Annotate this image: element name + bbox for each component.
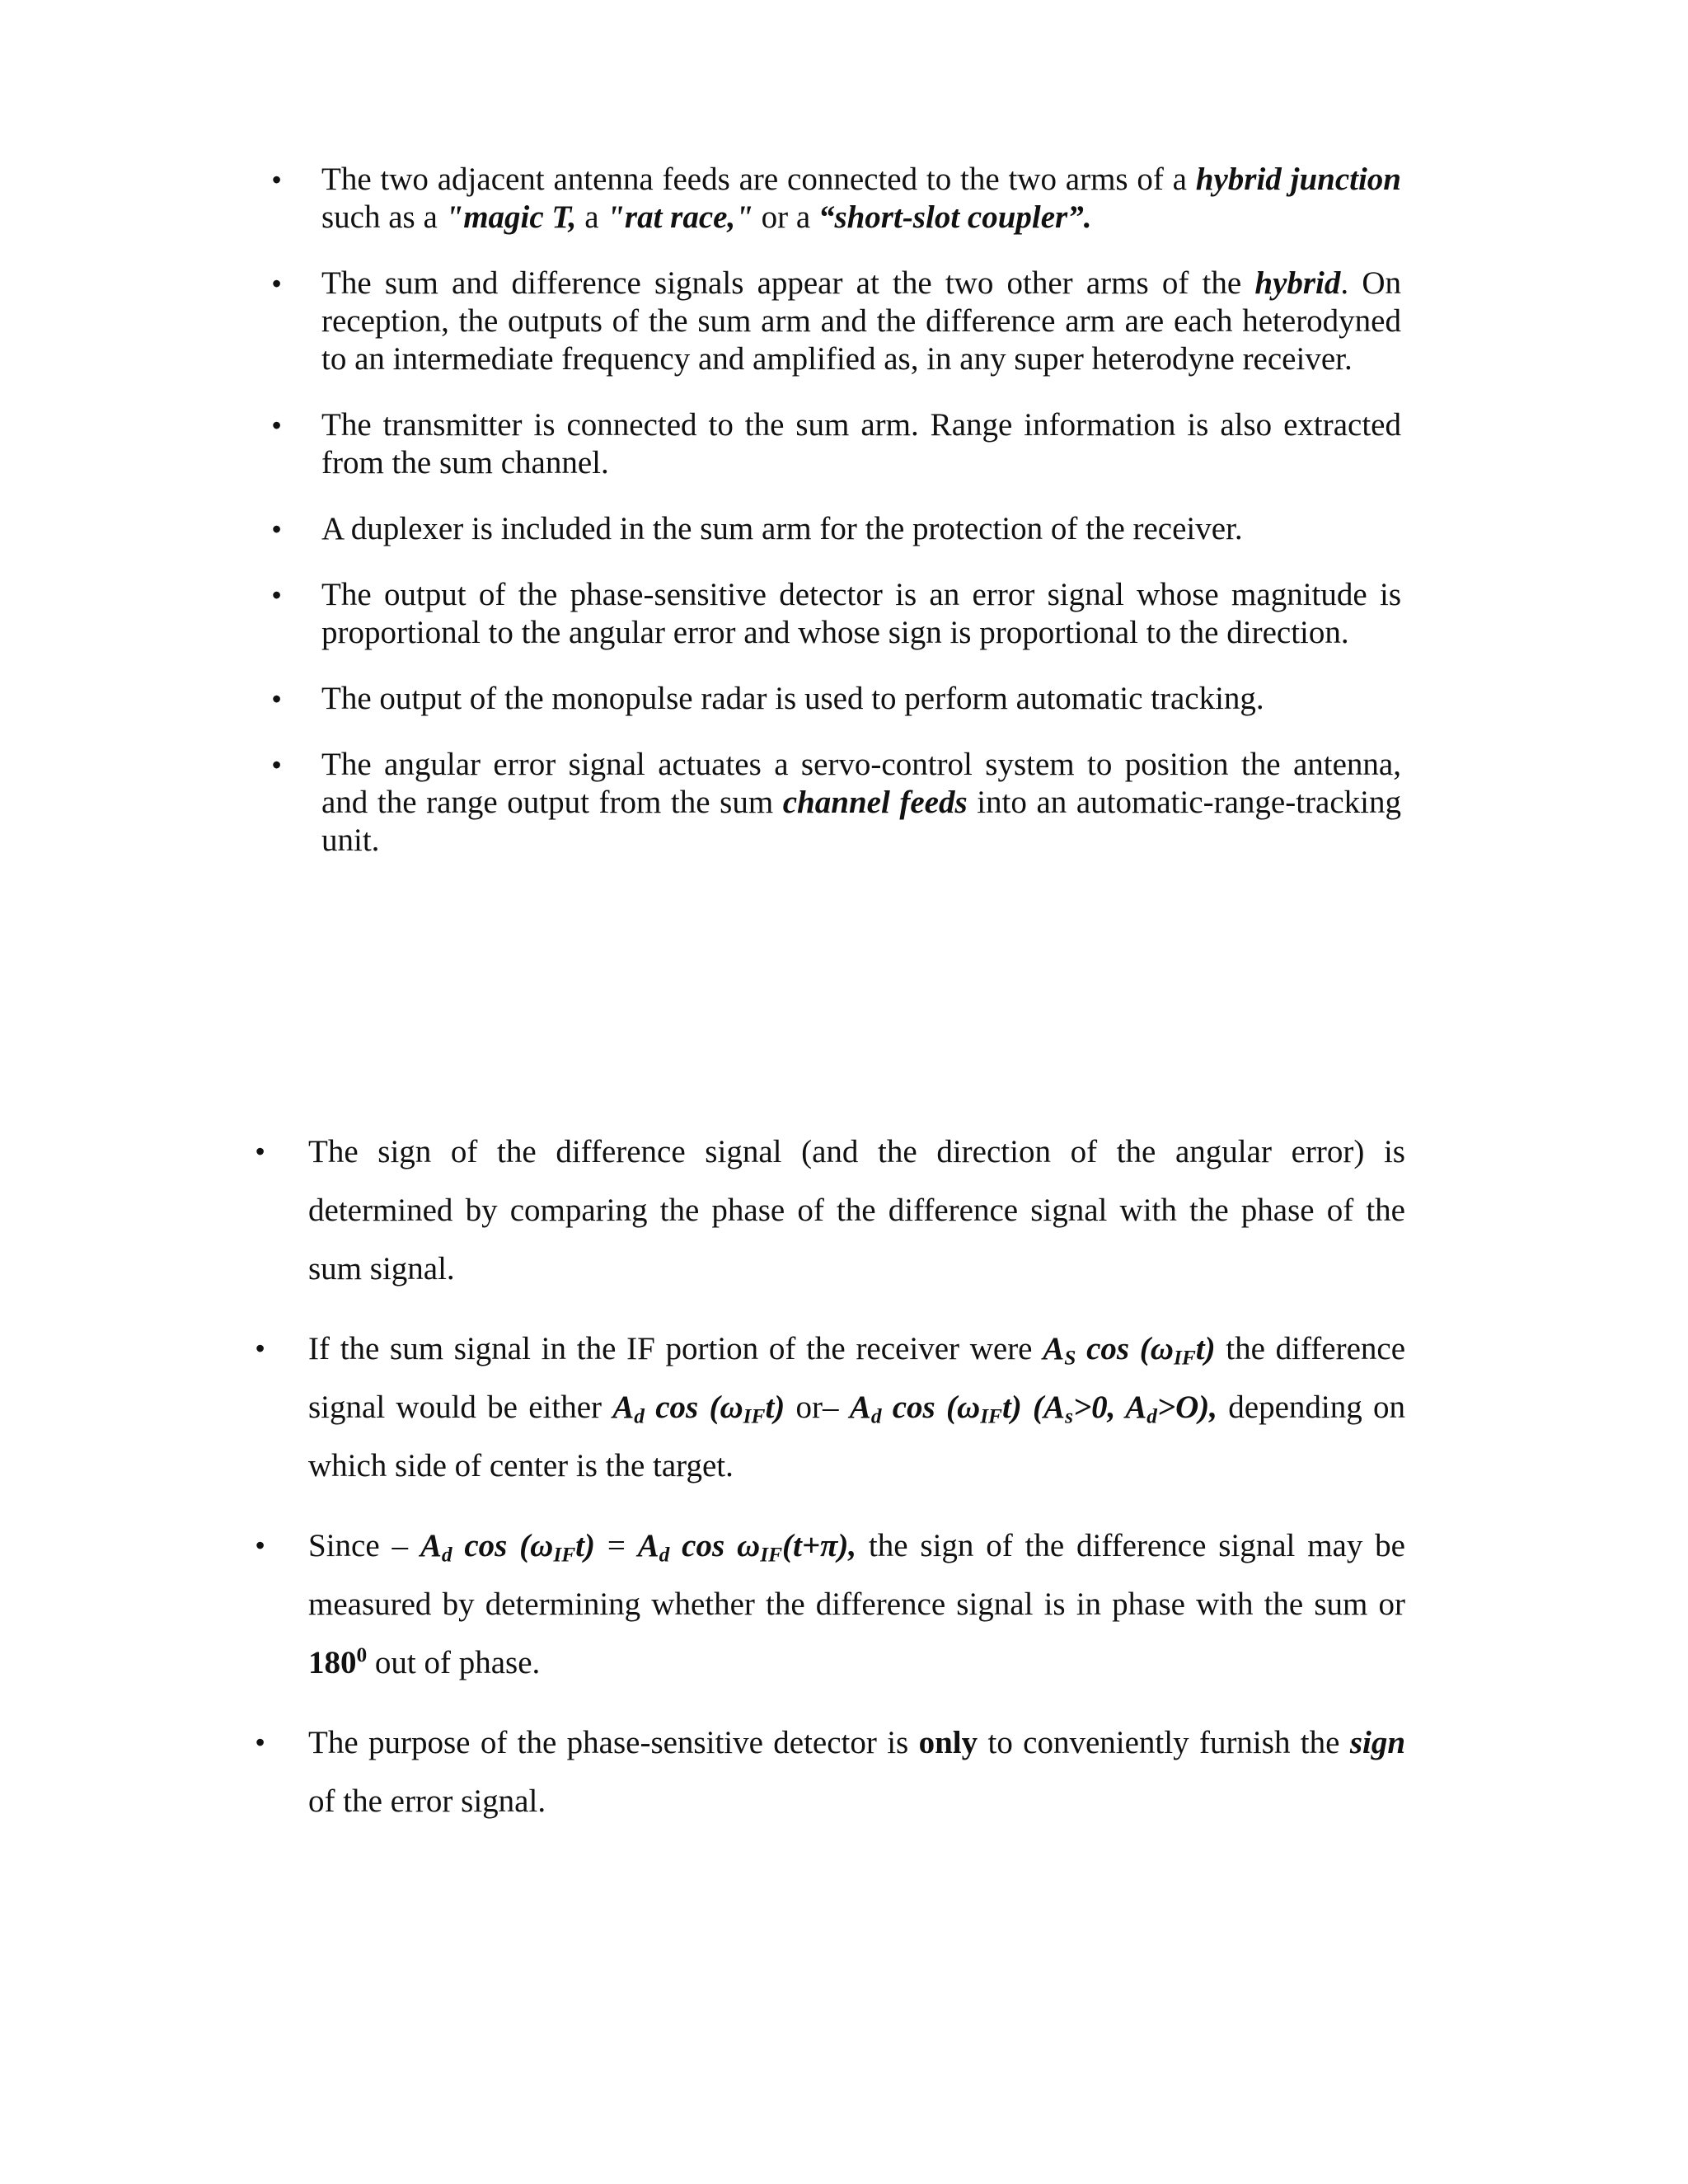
bullet-icon: • bbox=[272, 580, 282, 610]
list-item bbox=[256, 1516, 1405, 1692]
list-item bbox=[256, 1122, 1405, 1298]
list-item bbox=[272, 406, 1401, 482]
item-text: to conveniently furnish the bbox=[978, 1725, 1350, 1760]
item-text: The sign of the difference signal (and the direction of the angular error) is determined by comparing the phase of the difference signal with the phase of the sum signal. bbox=[308, 1134, 1405, 1286]
emphasis-text: only bbox=[918, 1725, 978, 1760]
item-text: a bbox=[576, 199, 607, 235]
item-text: The output of the phase-sensitive detector is an error signal whose magnitude is proportional to the angular error and whose sign is proportional to the direction. bbox=[321, 577, 1401, 650]
bullet-icon: • bbox=[256, 1727, 265, 1757]
list-item bbox=[272, 265, 1401, 378]
bullet-icon: • bbox=[272, 269, 282, 298]
item-text: of the error signal. bbox=[308, 1783, 546, 1819]
bullet-icon: • bbox=[272, 410, 282, 440]
emphasis-text: channel feeds bbox=[782, 785, 968, 820]
emphasis-text: hybrid bbox=[1254, 265, 1341, 301]
list-item bbox=[272, 161, 1401, 237]
list-item bbox=[272, 680, 1401, 718]
emphasis-text: hybrid junction bbox=[1195, 162, 1401, 197]
math-expression: $A_d$ $\cos (\omega_{IF}t)$ bbox=[420, 1528, 595, 1567]
item-text: such as a bbox=[321, 199, 446, 235]
item-text: The angular error signal actuates a servo-control system to position the antenna, and the range output from the sum bbox=[321, 747, 1401, 820]
item-text: Since – bbox=[308, 1528, 420, 1563]
bullet-icon: • bbox=[272, 514, 282, 544]
bullet-icon: • bbox=[272, 165, 282, 194]
list-item bbox=[272, 746, 1401, 860]
bullet-icon: • bbox=[272, 750, 282, 780]
item-text: the difference signal would be either bbox=[308, 1331, 1405, 1425]
item-text: or a bbox=[753, 199, 818, 235]
item-text: into an automatic-range-tracking unit. bbox=[321, 785, 1401, 858]
bullet-list-phase-detection bbox=[256, 1122, 1405, 1852]
emphasis-text: "rat race," bbox=[607, 199, 753, 235]
emphasis-text: sign bbox=[1349, 1725, 1406, 1760]
item-text: the sign of the difference signal may be measured by determining whether the difference signal is in phase with the sum or bbox=[308, 1528, 1405, 1622]
math-expression: $A_S$ $\cos (\omega_{IF}t)$ bbox=[1043, 1331, 1216, 1370]
bullet-icon: • bbox=[256, 1137, 265, 1166]
math-expression: $A_d$ $\cos \omega_{IF}(t+\pi)$, bbox=[637, 1528, 857, 1567]
item-text: . On reception, the outputs of the sum arm and the difference arm are each heterodyned to an intermediate frequency and amplified as, in any super heterodyne receiver. bbox=[321, 265, 1401, 377]
list-item bbox=[272, 510, 1401, 548]
item-text: out of phase. bbox=[367, 1645, 541, 1680]
item-text: or– bbox=[785, 1390, 850, 1425]
math-expression: $A_d$ $\cos (\omega_{IF}t)$ bbox=[612, 1390, 785, 1428]
item-text: = bbox=[594, 1528, 638, 1563]
bullet-icon: • bbox=[256, 1530, 265, 1560]
bullet-icon: • bbox=[272, 684, 282, 714]
item-text: The two adjacent antenna feeds are connected to the two arms of a bbox=[321, 162, 1196, 197]
item-text: The output of the monopulse radar is used to perform automatic tracking. bbox=[321, 681, 1264, 716]
bullet-icon: • bbox=[256, 1333, 265, 1363]
bullet-list-monopulse-hybrid bbox=[272, 161, 1401, 888]
math-expression: $A_d$ $\cos (\omega_{IF}t)$ ($A_s>0$, $A_d>O$), bbox=[849, 1390, 1218, 1428]
item-text: The sum and difference signals appear at the two other arms of the bbox=[321, 265, 1255, 301]
emphasis-text: $180^0$ bbox=[308, 1643, 368, 1680]
item-text: If the sum signal in the IF portion of the receiver were bbox=[308, 1331, 1043, 1366]
item-text: depending on which side of center is the target. bbox=[308, 1390, 1406, 1483]
item-text: The purpose of the phase-sensitive detector is bbox=[308, 1725, 919, 1760]
emphasis-text: “short-slot coupler”. bbox=[818, 199, 1092, 235]
list-item bbox=[256, 1319, 1405, 1495]
emphasis-text: "magic T, bbox=[445, 199, 577, 235]
item-text: A duplexer is included in the sum arm for the protection of the receiver. bbox=[321, 511, 1243, 546]
list-item bbox=[272, 576, 1401, 652]
item-text: The transmitter is connected to the sum arm. Range information is also extracted from the sum channel. bbox=[321, 407, 1401, 480]
list-item bbox=[256, 1713, 1405, 1830]
